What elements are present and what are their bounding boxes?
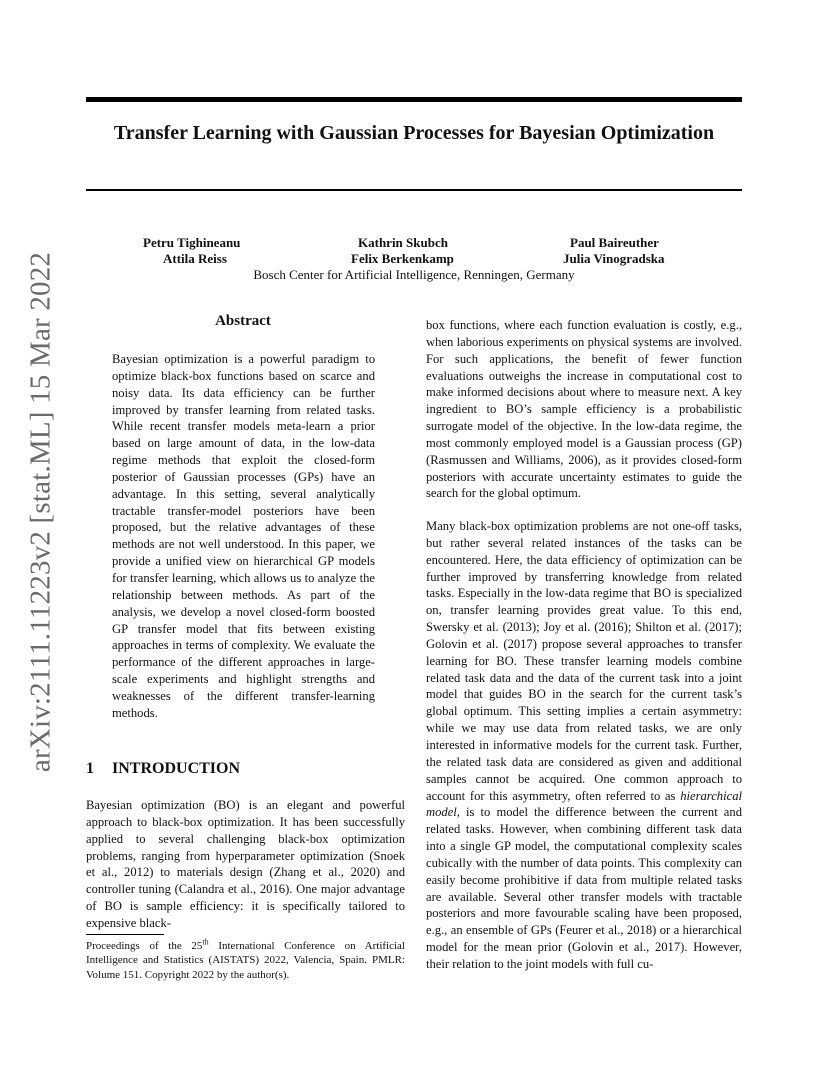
abstract-heading: Abstract xyxy=(215,313,271,329)
intro-paragraph: Bayesian optimization (BO) is an elegant and powerful approach to black-box optimization. It has been successfully applied to several challenging black-box optimization problems, ranging from hyperparameter optimization (Snoek et al., 2012) to materials design (Zhang et al., 2020) and controller tuning (Calandra et al., 2016). One major advantage of BO is sample efficiency: it is specifically tailored to expensive black- xyxy=(86,798,405,930)
author-name: Julia Vinogradska xyxy=(563,251,665,266)
arxiv-identifier: arXiv:2111.11223v2 [stat.ML] 15 Mar 2022 xyxy=(24,251,57,773)
footnote-rule xyxy=(86,934,164,935)
title-bottom-rule xyxy=(86,189,742,191)
emphasis-text: hierarchical model xyxy=(426,788,742,820)
section-title: INTRODUCTION xyxy=(112,760,241,777)
section-number: 1 xyxy=(86,760,94,777)
abstract-text: Bayesian optimization is a powerful paradigm to optimize black-box functions based on scarce and noisy data. Its data efficiency can be further improved by transfer learning from related tasks. While recent transfer models meta-learn a prior based on large amount of data, in the low-data regime methods that exploit the closed-form posterior of Gaussian processes (GPs) have an advantage. In this setting, several analytically tractable transfer-model posteriors have been proposed, but the relative advantages of these methods are not well understood. In this paper, we provide a unified view on hierarchical GP models for transfer learning, which allows us to analyze the relationship between methods. As part of the analysis, we develop a novel closed-form boosted GP transfer model that fits between existing approaches in terms of complexity. We evaluate the performance of the different approaches in large-scale experiments and highlight strengths and weaknesses of the different transfer-learning methods. xyxy=(112,352,375,720)
section-heading xyxy=(86,760,240,778)
body-paragraph: Many black-box optimization problems are not one-off tasks, but rather several related instances of the tasks can be encountered. Here, the data efficiency of optimization can be further improved by transferring knowledge from related tasks. Especially in the low-data regime that BO is specialized on, transfer learning provides great value. To this end, Swersky et al. (2013); Joy et al. (2016); Shilton et al. (2017); Golovin et al. (2017) propose several approaches to transfer learning for BO. These transfer learning models combine related task data and the data of the current task into a joint model that guides BO in the search for the current task’s global optimum. This setting implies a certain asymmetry: while we may use data from related tasks, we are only interested in informative models for the current task. Further, the related task data are considered as given and additional samples cannot be acquired. One common approach to account for this asymmetry, often referred to as hierarchical model, is to model the difference between the current and related tasks. However, when combining different task data into a single GP model, the computational complexity scales cubically with the number of data points. This complexity can easily become prohibitive if data from multiple related tasks are available. Several other transfer models with tractable posteriors and more favourable scaling have been proposed, e.g., an ensemble of GPs (Feurer et al., 2018) or a hierarchical model for the mean prior (Golovin et al., 2017). However, their relation to the joint models with full cu- xyxy=(426,519,742,971)
paper-title: Transfer Learning with Gaussian Processes for Bayesian Optimization xyxy=(113,122,715,144)
body-paragraph: box functions, where each function evaluation is costly, e.g., when laborious experiments on physical systems are involved. For such applications, the benefit of fewer function evaluations outweighs the increase in computational cost to make informed decisions about where to measure next. A key ingredient to BO’s sample efficiency is a probabilistic surrogate model of the objective. In the low-data regime, the most commonly employed model is a Gaussian process (GP) (Rasmussen and Williams, 2006), as it provides closed-form posteriors with accurate uncertainty estimates to guide the search for the global optimum. xyxy=(426,318,742,501)
title-top-rule xyxy=(86,97,742,102)
author-name: Paul Baireuther xyxy=(570,235,659,250)
affiliation: Bosch Center for Artificial Intelligence, Renningen, Germany xyxy=(253,267,575,282)
footnote: Proceedings of the 25th International Conference on Artificial Intelligence and Statistics (AISTATS) 2022, Valencia, Spain. PMLR: Volume 151. Copyright 2022 by the author(s). xyxy=(86,937,405,981)
author-name: Petru Tighineanu xyxy=(143,235,241,250)
author-name: Felix Berkenkamp xyxy=(351,251,454,266)
author-name: Kathrin Skubch xyxy=(358,235,448,250)
author-name: Attila Reiss xyxy=(163,251,227,266)
